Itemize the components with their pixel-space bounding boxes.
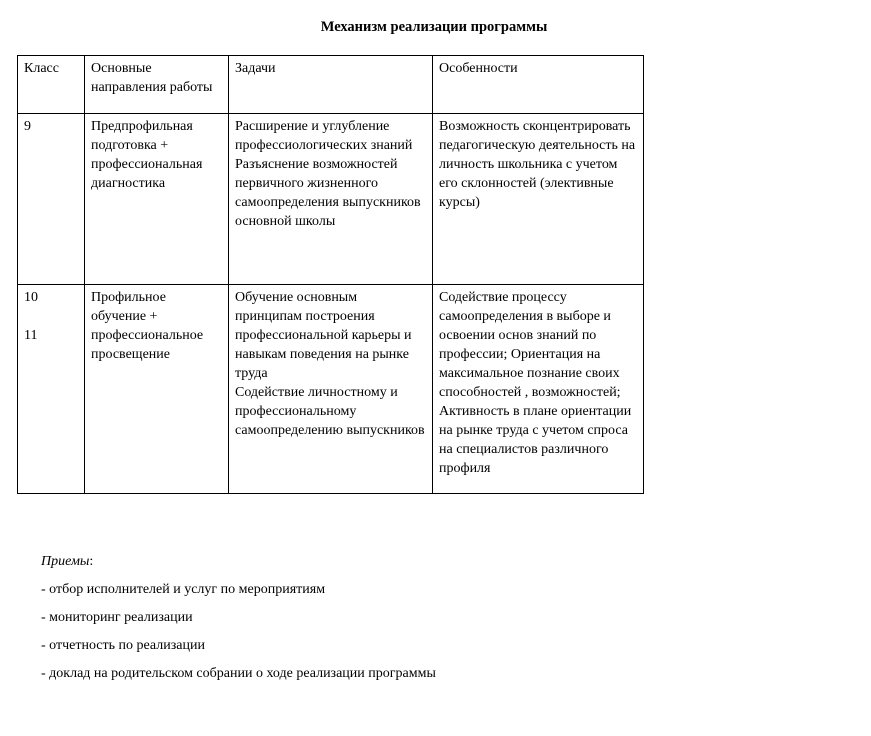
- task-text: Содействие личностному и профессиональному самоопределению выпускников: [235, 385, 425, 438]
- tasks-cell: [229, 285, 433, 494]
- header-directions: Основные направления работы: [85, 56, 229, 114]
- table-header-row: [18, 56, 644, 114]
- list-item: - доклад на родительском собрании о ходе реализации программы: [41, 666, 436, 681]
- methods-label: Приемы: [41, 554, 90, 569]
- list-item: - отбор исполнителей и услуг по мероприятиям: [41, 582, 326, 597]
- features-cell: Возможность сконцентрировать педагогическую деятельность на личность школьника с учетом его склонностей (элективные курсы): [433, 114, 644, 285]
- tasks-cell: [229, 114, 433, 285]
- header-tasks: Задачи: [229, 56, 433, 114]
- implementation-table: [17, 55, 644, 494]
- task-text: Обучение основным принципам построения профессиональной карьеры и навыкам поведения на рынке труда: [235, 290, 412, 381]
- header-class: Класс: [18, 56, 85, 114]
- list-item: - отчетность по реализации: [41, 638, 205, 653]
- page-title: Механизм реализации программы: [320, 19, 548, 35]
- methods-heading: [41, 554, 93, 570]
- class-number-spacer: [24, 307, 79, 326]
- class-cell: [18, 285, 85, 494]
- task-text: Расширение и углубление профессиологических знаний: [235, 119, 413, 153]
- table-row: [18, 285, 644, 494]
- methods-colon: :: [89, 554, 94, 569]
- task-text: Разъяснение возможностей первичного жизненного самоопределения выпускников основной школы: [235, 157, 421, 229]
- class-cell: [18, 114, 85, 285]
- class-number: 9: [24, 119, 31, 134]
- direction-cell: Профильное обучение + профессиональное просвещение: [85, 285, 229, 494]
- header-features: Особенности: [433, 56, 644, 114]
- class-number: 10: [24, 290, 38, 305]
- direction-cell: Предпрофильная подготовка + профессиональная диагностика: [85, 114, 229, 285]
- features-cell: Содействие процессу самоопределения в выборе и освоении основ знаний по профессии; Ориентация на максимальное познание своих способностей , возможностей; Активность в плане ориентации на рынке труда с учетом спроса на специалистов различного профиля: [433, 285, 644, 494]
- list-item: - мониторинг реализации: [41, 610, 193, 625]
- table-row: [18, 114, 644, 285]
- class-number: 11: [24, 328, 38, 343]
